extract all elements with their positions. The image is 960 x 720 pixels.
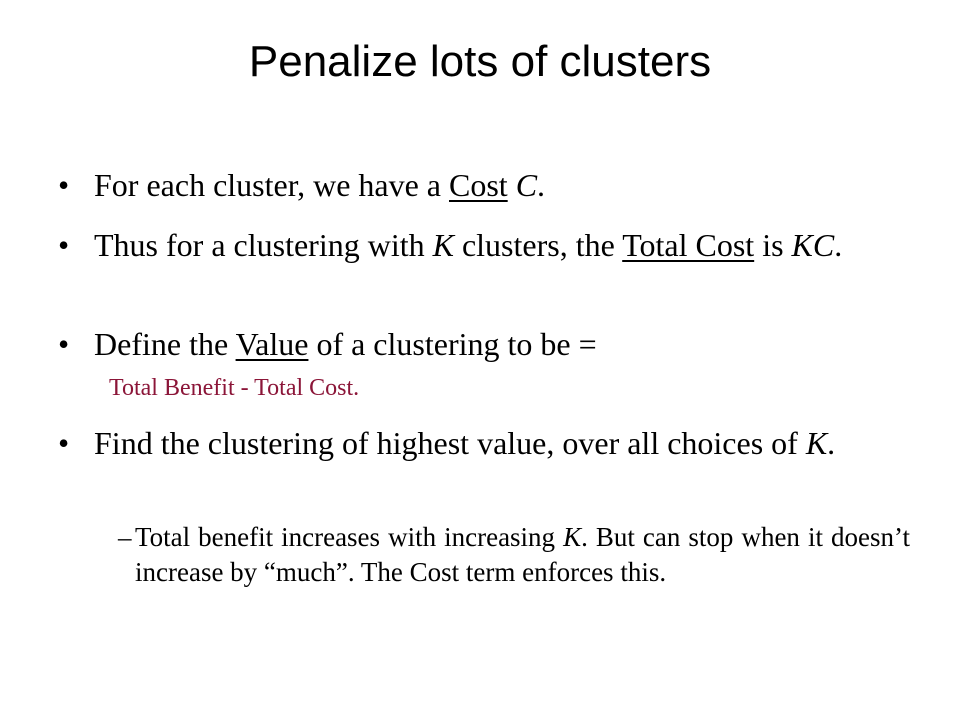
sub-bullet-total-benefit <box>118 520 910 590</box>
underlined-term-total-cost: Total Cost <box>622 227 755 263</box>
bullet-text <box>94 424 910 462</box>
text-run <box>508 167 516 203</box>
underlined-term-value: Value <box>235 326 309 362</box>
italic-symbol-c: C <box>515 167 538 203</box>
italic-symbol-k: K <box>805 425 828 461</box>
text-run: Thus for a clustering with <box>94 227 433 263</box>
slide-title: Penalize lots of clusters <box>248 37 712 86</box>
text-run: . <box>537 167 546 203</box>
text-run: Define the <box>94 326 236 362</box>
bullet-total-cost <box>58 226 910 264</box>
bullet-define-value <box>58 325 910 363</box>
italic-symbol-k: K <box>432 227 454 263</box>
text-run: is <box>754 227 792 263</box>
bullet-marker: • <box>58 167 70 203</box>
sub-bullet-marker: – <box>118 522 132 552</box>
bullet-marker: • <box>58 425 70 461</box>
text-run: . <box>834 227 843 263</box>
text-run: Find the clustering of highest value, over all choices of <box>94 425 806 461</box>
bullet-cost-per-cluster <box>58 166 910 204</box>
text-run: . <box>827 425 836 461</box>
bullet-marker: • <box>58 227 70 263</box>
italic-symbol-k: K <box>563 522 582 552</box>
text-run: Total benefit increases with increasing <box>135 522 564 552</box>
bullet-find-highest-value <box>58 424 910 462</box>
text-run: . But can stop when it doesn’t increase by “much”. The Cost term enforces this. <box>135 522 910 587</box>
sub-bullet-text <box>135 520 910 590</box>
bullet-text <box>94 226 910 264</box>
text-run: of a clustering to be = <box>308 326 597 362</box>
underlined-term-cost: Cost <box>449 167 508 203</box>
text-run: For each cluster, we have a <box>94 167 449 203</box>
text-run: clusters, the <box>453 227 623 263</box>
bullet-marker: • <box>58 326 70 362</box>
value-formula: Total Benefit - Total Cost. <box>109 375 360 401</box>
bullet-text <box>94 166 910 204</box>
bullet-text <box>94 325 910 363</box>
italic-symbol-kc: KC <box>791 227 835 263</box>
